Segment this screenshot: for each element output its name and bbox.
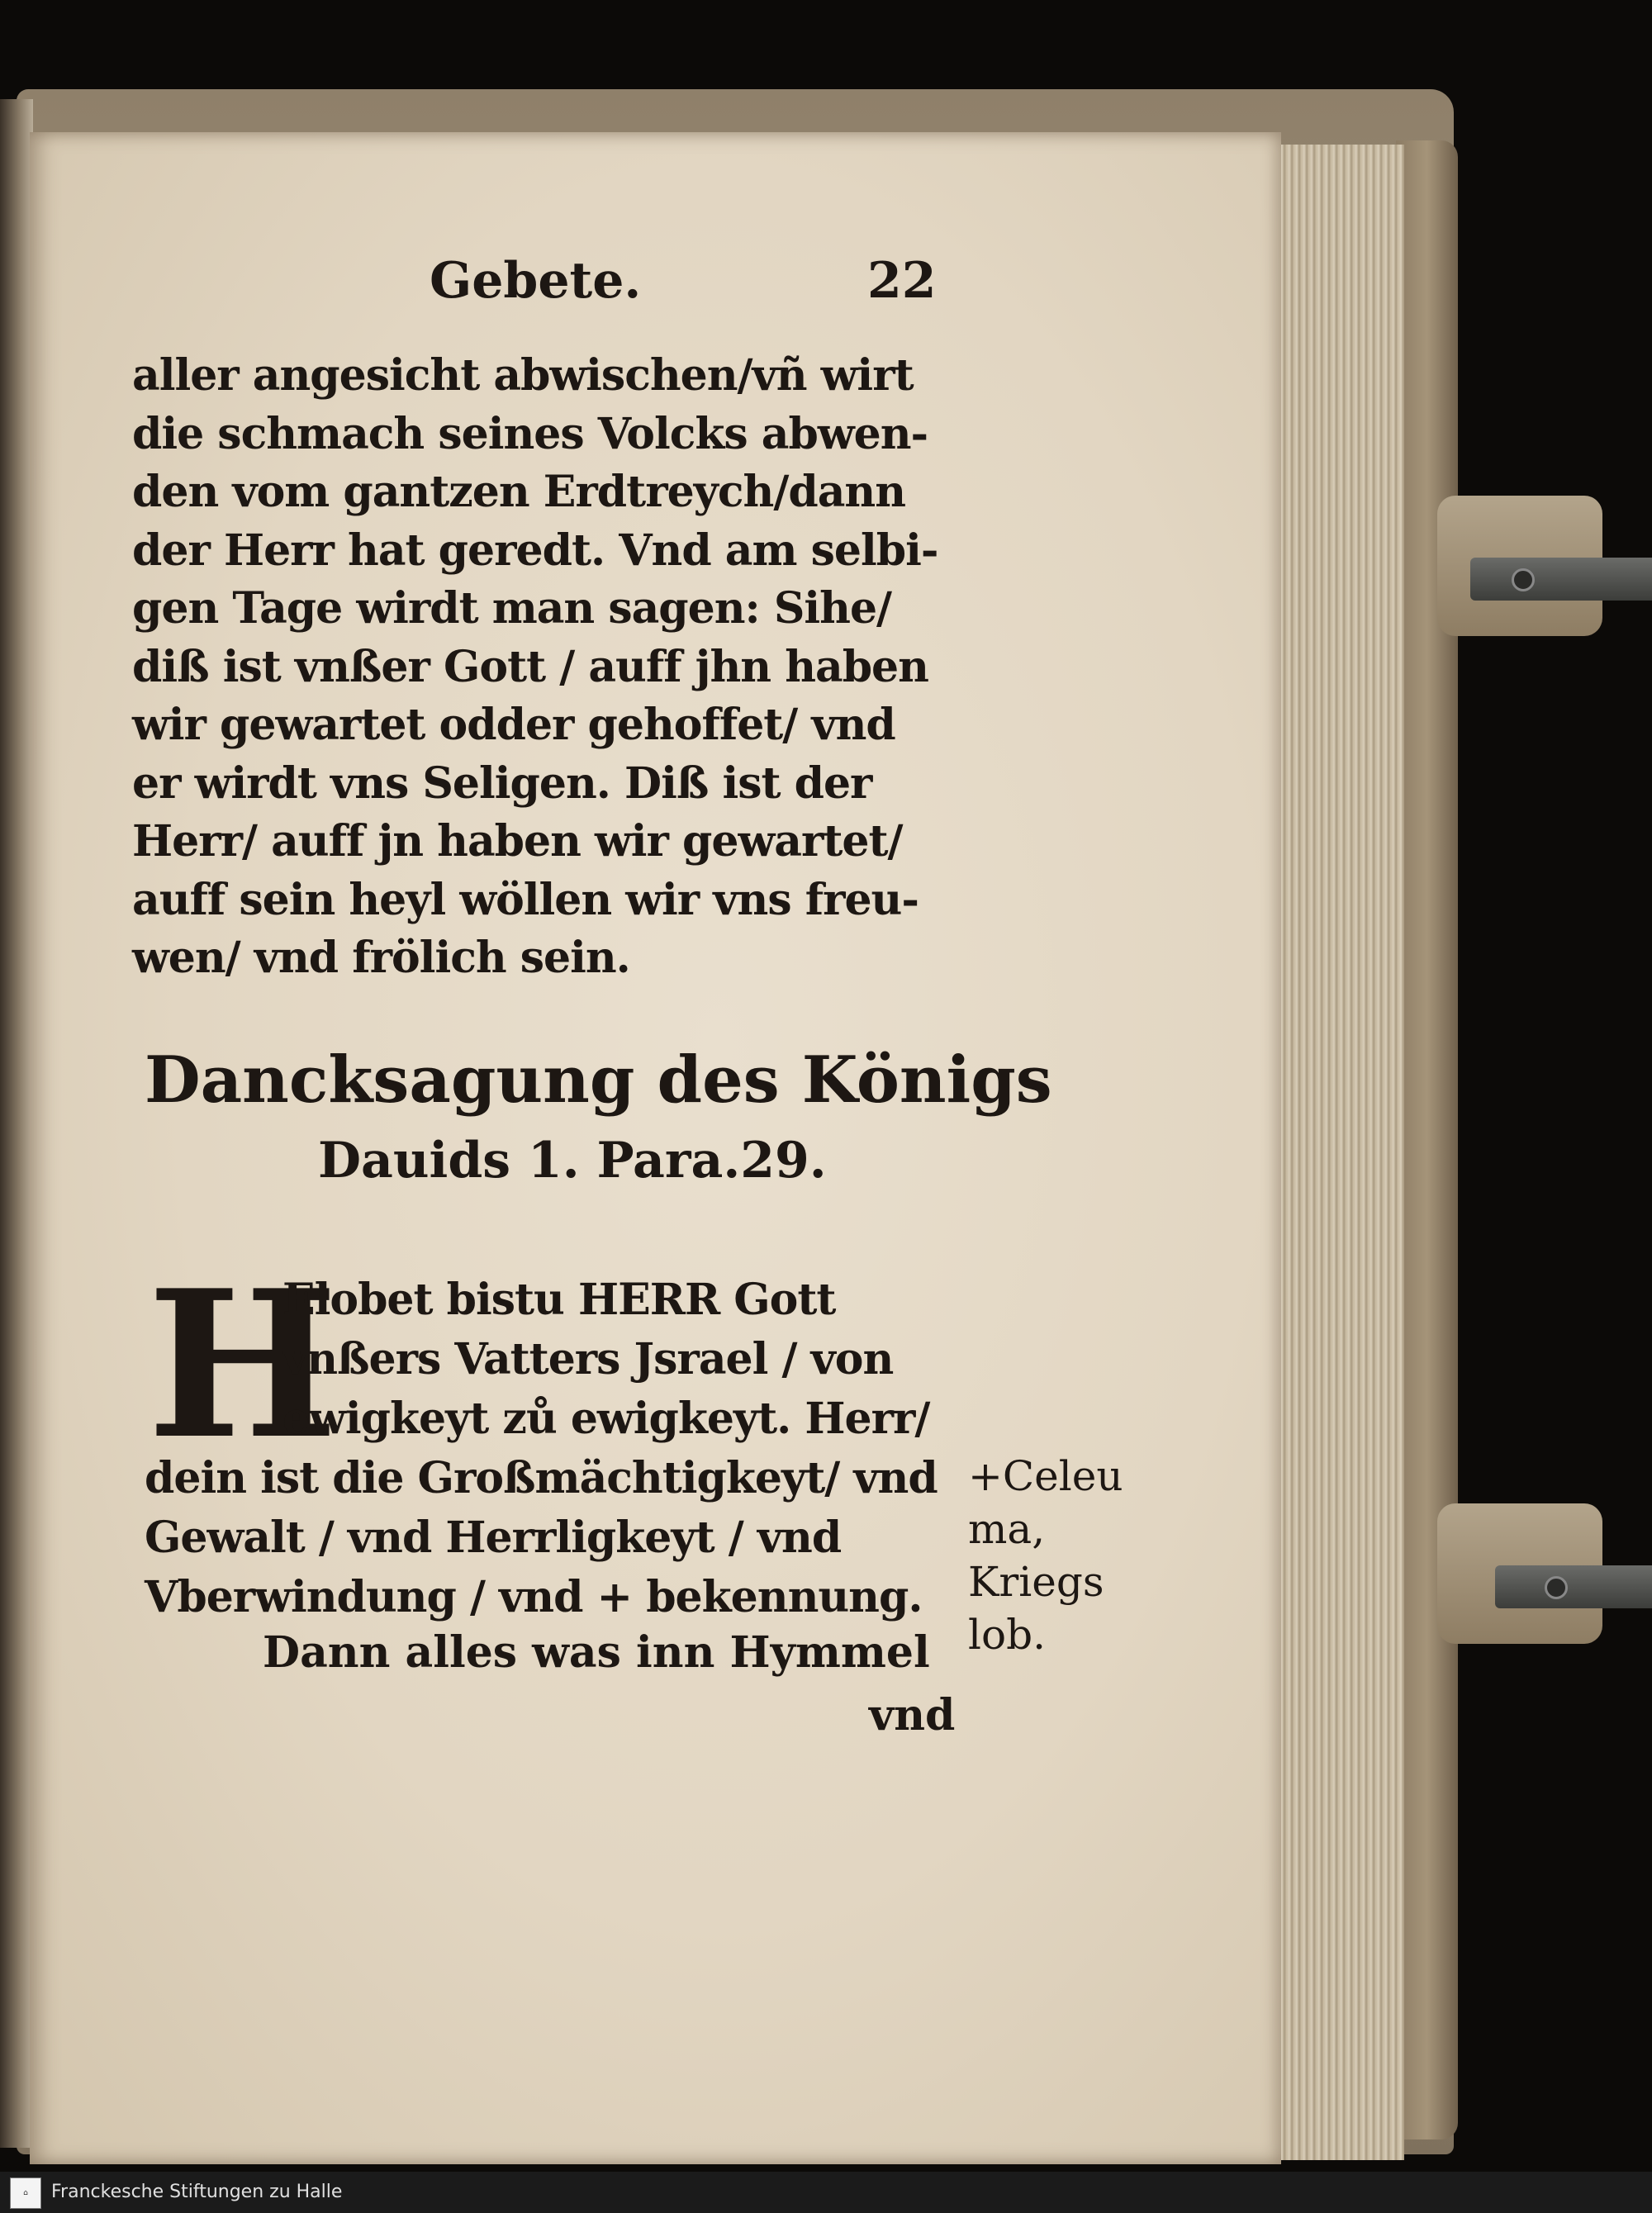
upper-clasp-screw-icon <box>1512 568 1535 591</box>
prayer-line: ewigkeyt zů ewigkeyt. Herr/ <box>282 1394 930 1444</box>
institution-name: Franckesche Stiftungen zu Halle <box>51 2182 343 2202</box>
marginal-line: ma, <box>968 1505 1046 1553</box>
marginal-line: lob. <box>968 1611 1046 1659</box>
prayer-line: Vberwindung / vnd + bekennung. <box>145 1572 923 1622</box>
book-spine <box>0 99 33 2148</box>
body-line: den vom gantzen Erdtreych/dann <box>132 467 906 517</box>
prayer-last-line: Dann alles was inn Hymmel <box>263 1627 930 1678</box>
body-line: diß ist vnßer Gott / auff jhn haben <box>132 641 928 692</box>
lower-clasp-screw-icon <box>1545 1576 1568 1599</box>
body-line: Herr/ auff jn haben wir gewartet/ <box>132 816 903 867</box>
prayer-line: vnßers Vatters Jsrael / von <box>282 1334 894 1384</box>
prayer-text <box>145 1449 938 1627</box>
marginal-line: +Celeu <box>968 1452 1123 1500</box>
body-line: auff sein heyl wöllen wir vns freu- <box>132 874 919 925</box>
prayer-indented-text <box>282 1270 929 1449</box>
upper-clasp-bar <box>1470 558 1652 601</box>
body-line: aller angesicht abwischen/vñ wirt <box>132 350 914 401</box>
marginal-line: Kriegs <box>968 1558 1104 1606</box>
page-fore-edge <box>1272 145 1404 2160</box>
body-line: der Herr hat geredt. Vnd am selbi- <box>132 525 938 576</box>
lower-clasp-bar <box>1495 1565 1652 1608</box>
body-line: die schmach seines Volcks abwen- <box>132 408 928 459</box>
prayer-line: dein ist die Großmächtigkeyt/ vnd <box>145 1453 938 1503</box>
body-line: er wirdt vns Seligen. Diß ist der <box>132 757 872 809</box>
prayer-line: Gewalt / vnd Herrligkeyt / vnd <box>145 1513 842 1563</box>
institution-logo-icon: ⌂ <box>10 2177 41 2209</box>
body-line: wir gewartet odder gehoffet/ vnd <box>132 700 895 750</box>
body-text <box>132 347 938 988</box>
marginal-note <box>968 1450 1123 1661</box>
back-board <box>1396 140 1458 2139</box>
body-line: gen Tage wirdt man sagen: Sihe/ <box>132 583 892 634</box>
footer-bar <box>0 2172 1652 2213</box>
page-number: 22 <box>867 252 937 310</box>
prayer-line: Elobet bistu HERR Gott <box>282 1275 836 1325</box>
catchword: vnd <box>869 1690 956 1740</box>
section-heading: Dancksagung des Königs <box>145 1042 1052 1118</box>
drop-capital: H <box>147 1246 339 1484</box>
section-subheading: Dauids 1. Para.29. <box>318 1132 827 1190</box>
body-line: wen/ vnd frölich sein. <box>132 933 630 983</box>
running-header-title: Gebete. <box>430 252 642 310</box>
